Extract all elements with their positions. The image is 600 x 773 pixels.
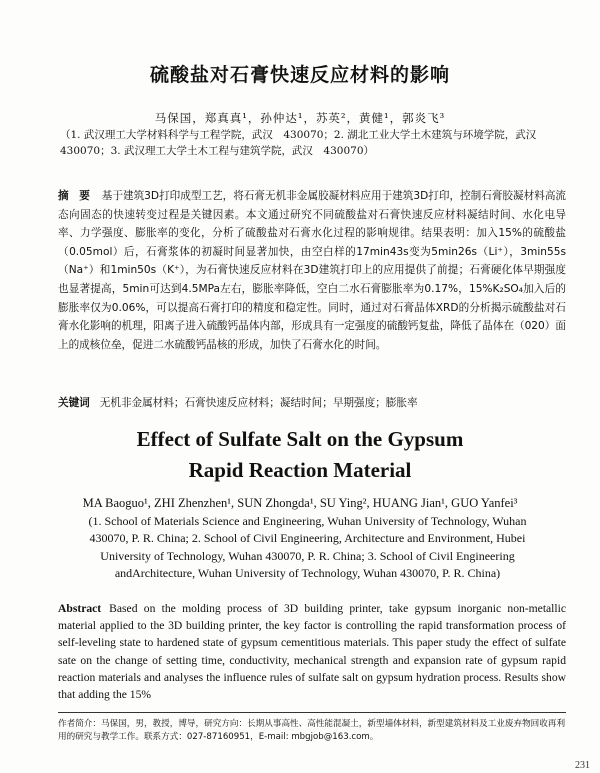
chinese-keywords-text: 无机非金属材料；石膏快速反应材料；凝结时间；早期强度；膨胀率 [99, 397, 418, 409]
english-title-line1: Effect of Sulfate Salt on the Gypsum [136, 427, 464, 451]
author-footnote: 作者简介：马保国，男，教授，博导，研究方向：长期从事高性、高性能混凝土，新型墙体材料，新型建筑材料及工业废弃物回收再利用的研究与教学工作。联系方式：027-87160951，E-mail: mbgjob@163.com。 [58, 719, 566, 742]
english-abstract [58, 600, 566, 703]
chinese-abstract [58, 187, 566, 354]
chinese-authors: 马保国，郑真真¹，孙仲达¹，苏英²，黄健¹，郭炎飞³ [154, 111, 446, 125]
english-title-line2: Rapid Reaction Material [188, 458, 412, 482]
footnote-divider [58, 712, 566, 713]
page-number: 231 [575, 760, 590, 771]
english-authors: MA Baoguo¹, ZHI Zhenzhen¹, SUN Zhongda¹, SU Ying², HUANG Jian¹, GUO Yanfei³ [82, 496, 518, 510]
chinese-abstract-text: 基于建筑3D打印成型工艺，将石膏无机非金属胶凝材料应用于建筑3D打印，控制石膏胶凝材料高流态向固态的快速转变过程是关键因素。本文通过研究不同硫酸盐对石膏快速反应材料凝结时间、水化电导率、力学强度、膨胀率的变化，分析了硫酸盐对石膏水化过程的影响规律。结果表明：加入15%的硫酸盐（0.05mol）后，石膏浆体的初凝时间显著加快，由空白样的17min43s变为5min26s（Li⁺），3min55s（Na⁺）和1min50s（K⁺），为石膏快速反应材料在3D建筑打印上的应用提供了前提；石膏硬化体早期强度也显著提高，5min可达到4.5MPa左右，膨胀率降低，空白二水石膏膨胀率为0.17%，15%K₂SO₄加入后的膨胀率仅为0.06%，可以提高石膏打印的精度和稳定性。同时，通过对石膏晶体XRD的分析揭示硫酸盐对石膏水化影响的机理，阳离子进入硫酸钙晶体内部，形成具有一定强度的硫酸钙复盐，降低了晶体在（020）面上的成核位垒，促进二水硫酸钙晶核的形成，加快了石膏水化的时间。 [58, 190, 567, 351]
english-title [0, 424, 600, 486]
english-abstract-label: Abstract [58, 602, 102, 615]
english-affiliations: (1. School of Materials Science and Engineering, Wuhan University of Technology, Wuhan 430070, P. R. China; 2. School of Civil Engineering, Architecture and Environment, Hubei University of Technology, Wuhan 430070, P. R. China; 3. School of Civil Engineering andArchitecture, Wuhan University of Technology, Wuhan 430070, P. R. China) [88, 514, 527, 581]
chinese-title: 硫酸盐对石膏快速反应材料的影响 [149, 64, 450, 86]
english-abstract-text: Based on the molding process of 3D building printer, take gypsum inorganic non-metallic material applied to the 3D building printer, the key factor is controlling the rapid transformation process of self-leveling state to hardened state of gypsum cementitious materials. This paper study the effect of sulfate sate on the change of setting time, conductivity, mechanical strength and expansion rate of gypsum rapid reaction materials and analyses the influence rules of sulfate salt on gypsum hydration process. Results show that adding the 15% [58, 602, 566, 702]
chinese-abstract-label: 摘 要 [58, 190, 90, 202]
chinese-affiliations: （1. 武汉理工大学材料科学与工程学院，武汉 430070；2. 湖北工业大学土木建筑与环境学院，武汉 430070；3. 武汉理工大学土木工程与建筑学院，武汉 430070） [60, 129, 547, 157]
chinese-keywords-label: 关键词 [58, 397, 90, 409]
chinese-keywords [58, 395, 566, 411]
